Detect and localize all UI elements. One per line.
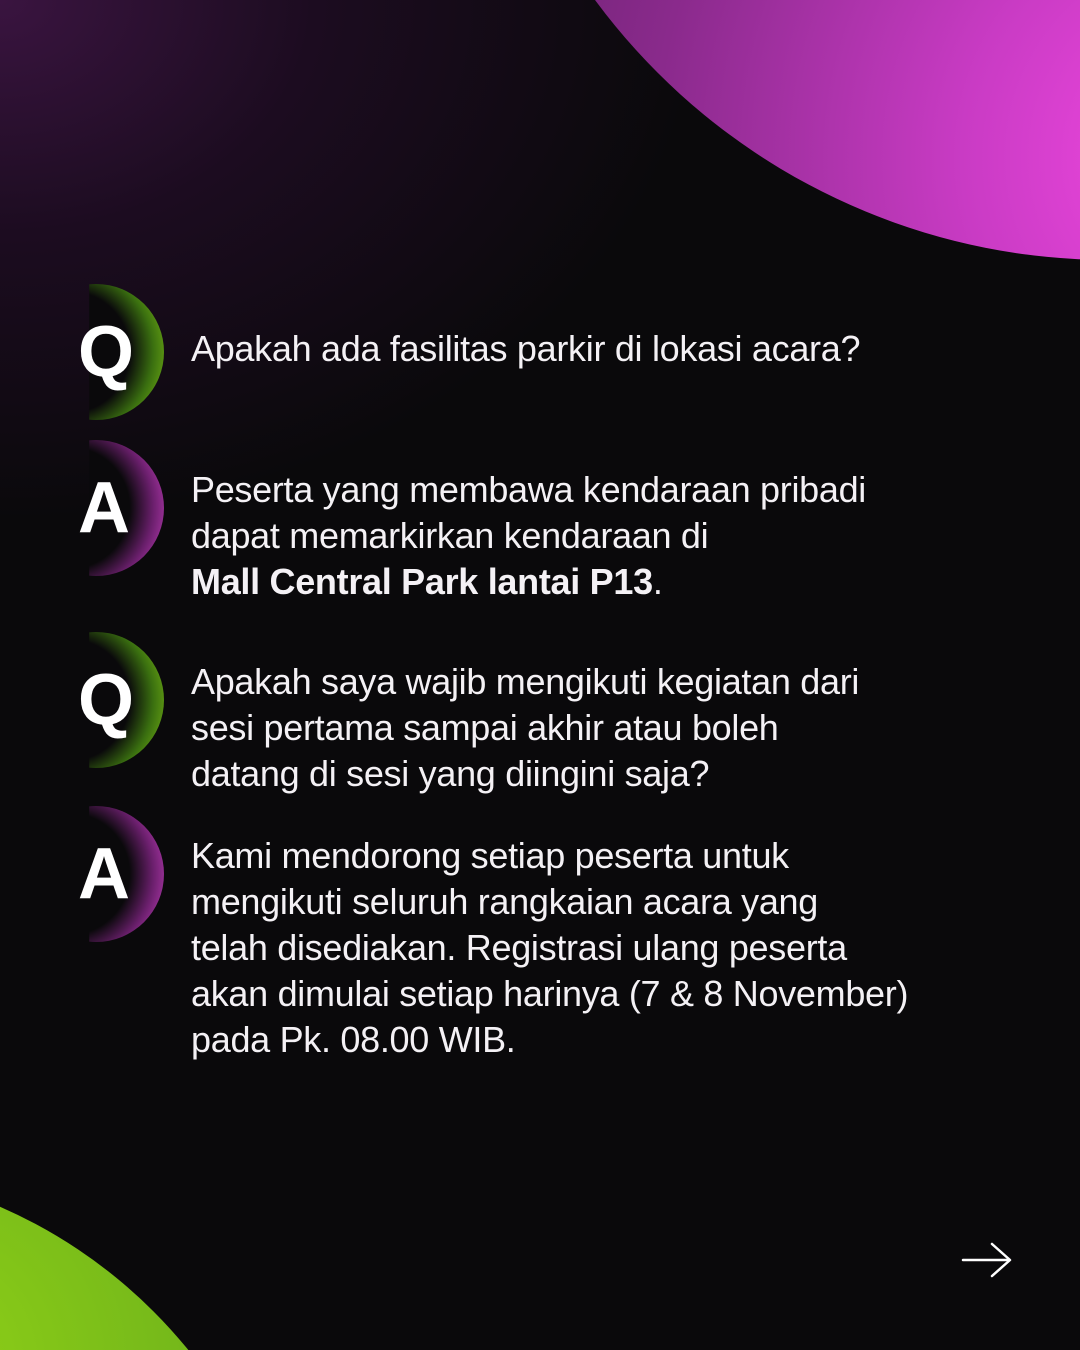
text-line: pada Pk. 08.00 WIB. [191, 1019, 516, 1060]
answer-text [191, 833, 991, 1063]
text-line-bold [191, 559, 991, 605]
text-line: sesi pertama sampai akhir atau boleh [191, 707, 779, 748]
question-text [191, 326, 991, 372]
text-line: mengikuti seluruh rangkaian acara yang [191, 881, 818, 922]
text-line: Kami mendorong setiap peserta untuk [191, 835, 789, 876]
answer-text [191, 467, 991, 605]
q-letter: Q [78, 312, 135, 392]
question-badge [68, 284, 164, 420]
text-line: telah disediakan. Registrasi ulang peserta [191, 927, 847, 968]
text-line: datang di sesi yang diingini saja? [191, 753, 710, 794]
text-line: Apakah ada fasilitas parkir di lokasi acara? [191, 328, 861, 369]
text-line: dapat memarkirkan kendaraan di [191, 515, 709, 556]
text-line: Peserta yang membawa kendaraan pribadi [191, 469, 867, 510]
bold-location: Mall Central Park lantai P13 [191, 561, 653, 602]
next-arrow-button[interactable] [958, 1238, 1016, 1282]
question-text [191, 659, 991, 797]
answer-badge [68, 440, 164, 576]
a-letter: A [78, 834, 130, 914]
q-letter: Q [78, 660, 135, 740]
text-line: Apakah saya wajib mengikuti kegiatan dari [191, 661, 860, 702]
a-letter: A [78, 468, 130, 548]
bold-suffix: . [652, 561, 663, 602]
question-badge [68, 632, 164, 768]
text-line: akan dimulai setiap harinya (7 & 8 November) [191, 973, 909, 1014]
arrow-right-icon [960, 1240, 1014, 1280]
answer-badge [68, 806, 164, 942]
green-decorative-shape [0, 1165, 300, 1350]
pink-decorative-shape [470, 0, 1080, 260]
